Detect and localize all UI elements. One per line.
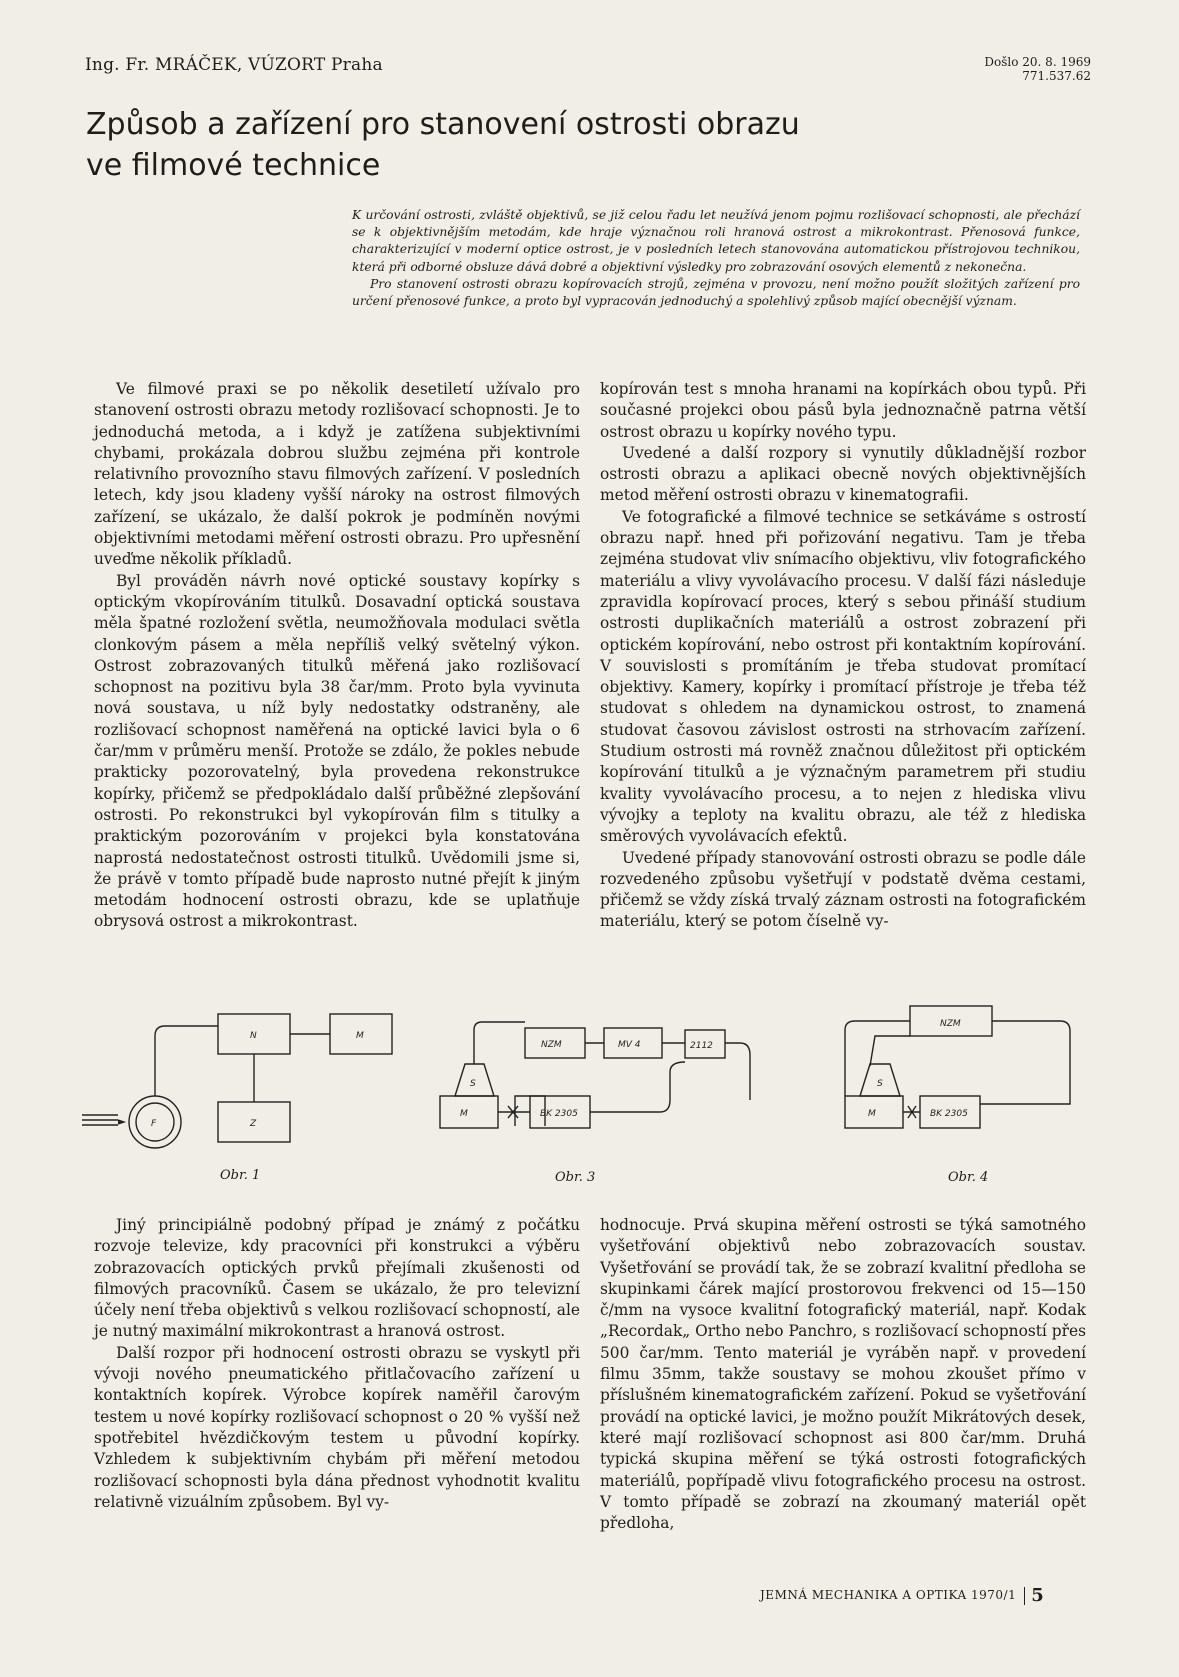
paragraph: hodnocuje. Prvá skupina měření ostrosti se týká samotného vyšetřování objektivů nebo zobrazovacích soustav. Vyšetřování se provádí tak, že se zobrazí kvalitní předloha se skupinkami čárek mající prostorovou frekvenci od 15—150 č/mm na vysoce kvalitní fotografický materiál, např. Kodak „Recordak„ Ortho nebo Panchro, s rozlišovací schopností přes 500 čar/mm. Tento materiál je vyráběn např. v provedení filmu 35mm, takže soustavy se mohou zkoušet přímo v příslušném kinematografickém zařízení. Pokud se vyšetřování provádí na optické lavici, je možno použít Mikrátových desek, které mají rozlišovací schopnost asi 800 čar/mm. Druhá typická skupina měření se týká ostrosti fotografických materiálů, popřípadě vlivu fotografického procesu na ostrost. V tomto případě se zobrazí na zkoumaný materiál opět předloha, <box>600 1216 1086 1533</box>
paragraph: Uvedené a další rozpory si vynutily důkladnější rozbor ostrosti obrazu a aplikaci obecně nových objektivnějších metod měření ostrosti obrazu v kinematografii. <box>600 443 1086 505</box>
paragraph: Další rozpor při hodnocení ostrosti obrazu se vyskytl při vývoji nového pneumatického přitlačovacího zařízení u kontaktních kopírek. Výrobce kopírek naměřil čarovým testem u nové kopírky rozlišovací schopnost o 20 % vyšší než spotřebitel hvězdičkovým testem u původní kopírky. Vzhledem k subjektivním chybám při měření metodou rozlišovací schopnosti byla dána přednost vyhodnotit kvalitu relativně vizuálním způsobem. Byl vy- <box>94 1343 580 1511</box>
block-diagrams <box>60 1000 1120 1190</box>
label-n: N <box>250 1031 257 1041</box>
abstract-paragraph: K určování ostrosti, zvláště objektivů, se již celou řadu let neužívá jenom pojmu rozlišovací schopnosti, ale přechází se k objektivnějším metodám, kde hraje význačnou roli hranová ostrost a mikrokontrast. Přenosová funkce, charakterizující v moderní optice ostrost, je v posledních letech stanovována automatickou přístrojovou technikou, která při odborné obsluze dává dobré a objektivní výsledky pro zobrazování osových elementů z nekonečna. <box>352 208 1080 274</box>
body-column-2 <box>600 379 1086 933</box>
label-m4: M <box>868 1109 876 1119</box>
journal-name: JEMNÁ MECHANIKA A OPTIKA 1970/1 <box>760 1588 1017 1602</box>
label-f: F <box>151 1119 157 1129</box>
title-line-2: ve filmové technice <box>86 148 381 183</box>
author-line: Ing. Fr. MRÁČEK, VÚZORT Praha <box>85 55 383 75</box>
label-bk4: BK 2305 <box>930 1109 968 1119</box>
body-column-1 <box>94 379 580 933</box>
title-line-1: Způsob a zařízení pro stanovení ostrosti obrazu <box>86 107 800 142</box>
paragraph: Ve filmové praxi se po několik desetiletí užívalo pro stanovení ostrosti obrazu metody rozlišovací schopnosti. Je to jednoduchá metoda, a i když je zatížena subjektivními chybami, prokázala dobrou službu zejména při kontrole relativního provozního stavu filmových zařízení. V posledních letech, kdy jsou kladeny vyšší nároky na ostrost filmových zařízení, se ukázalo, že další pokrok je podmíněn novými objektivními metodami měření ostrosti obrazu. Pro upřesnění uveďme několik příkladů. <box>94 380 580 569</box>
abstract <box>352 207 1080 310</box>
paragraph: Uvedené případy stanovování ostrosti obrazu se podle dále rozvedeného způsobu vyšetřují v podstatě dvěma cestami, přičemž se vždy získá trvalý záznam ostrosti na fotografickém materiálu, který se potom číselně vy- <box>600 848 1086 931</box>
body-column-3 <box>94 1215 580 1513</box>
abstract-paragraph: Pro stanovení ostrosti obrazu kopírovacích strojů, zejména v provozu, není možno použít složitých zařízení pro určení přenosové funkce, a proto byl vypracován jednoduchý a spolehlivý způsob mající obecnější význam. <box>352 276 1080 309</box>
figure-3-diagram <box>440 1022 750 1128</box>
footer-divider <box>1024 1587 1025 1605</box>
received-date <box>984 55 1091 83</box>
figures-row <box>60 1000 1120 1190</box>
page-footer <box>760 1585 1044 1606</box>
label-mv4: MV 4 <box>618 1040 641 1050</box>
figure-3-caption: Obr. 3 <box>555 1170 596 1185</box>
figure-4-caption: Obr. 4 <box>948 1170 989 1185</box>
received-text: Došlo 20. 8. 1969 <box>984 55 1091 69</box>
page-number: 5 <box>1031 1585 1045 1606</box>
paragraph: Ve fotografické a filmové technice se setkáváme s ostrostí obrazu např. hned při pořizování negativu. Tam je třeba zejména studovat vliv snímacího objektivu, vliv fotografického materiálu a vlivy vyvolávacího procesu. V další fázi následuje zpravidla kopírovací proces, který s sebou přináší studium ostrosti duplikačních materiálů a ostrost zobrazení při optickém kopírování, nebo ostrost při kontaktním kopírování. V souvislosti s promítáním je třeba studovat promítací objektivy. Kamery, kopírky i promítací přístroje je třeba též studovat s ohledem na dynamickou ostrost, to znamená studovat časovou závislost ostrosti na strhovacím zařízení. Studium ostrosti má rovněž značnou důležitost při optickém kopírování titulků a je význačným parametrem při studiu kvality vyvolávacího procesu, a to nejen z hlediska vlivu vývojky a teploty na kvalitu obrazu, ale též z hlediska směrových vyvolávacích efektů. <box>600 507 1086 846</box>
label-nzm4: NZM <box>940 1019 961 1029</box>
label-nzm: NZM <box>541 1040 562 1050</box>
label-2112: 2112 <box>690 1041 713 1051</box>
body-column-4 <box>600 1215 1086 1534</box>
label-bk3: BK 2305 <box>540 1109 578 1119</box>
figure-1-diagram <box>82 1014 392 1148</box>
label-z: Z <box>250 1119 257 1129</box>
label-m3: M <box>460 1109 468 1119</box>
label-s: S <box>470 1079 476 1089</box>
article-title <box>86 104 886 186</box>
label-m: M <box>356 1031 364 1041</box>
block-m3 <box>440 1096 498 1128</box>
paragraph: Byl prováděn návrh nové optické soustavy kopírky s optickým vkopírováním titulků. Dosavadní optická soustava měla špatné rozložení světla, neumožňovala modulaci světla clonkovým pásem a měla nepříliš velký světelný výkon. Ostrost zobrazovaných titulků měřená jako rozlišovací schopnost na pozitivu byla 38 čar/mm. Proto byla vyvinuta nová soustava, u níž byly nedostatky odstraněny, ale rozlišovací schopnost naměřená na optické lavici byla o 6 čar/mm v průměru menší. Protože se zdálo, že pokles nebude prakticky pozorovatelný, byla provedena rekonstrukce kopírky, přičemž se předpokládalo další průběžné zlepšování ostrosti. Po rekonstrukci byl vykopírován film s titulky a praktickým pozorováním v projekci byla konstatována naprostá nedostatečnost ostrosti titulků. Uvědomili jsme si, že právě v tomto případě bude naprosto nutné přejít k jiným metodám hodnocení ostrosti obrazu, kde se uplatňuje obrysová ostrost a mikrokontrast. <box>94 571 580 931</box>
paragraph: kopírován test s mnoha hranami na kopírkách obou typů. Při současné projekci obou pásů byla jednoznačně patrna větší ostrost obrazu u kopírky nového typu. <box>600 380 1086 441</box>
figure-1-caption: Obr. 1 <box>220 1168 261 1183</box>
udc-code: 771.537.62 <box>1022 69 1091 83</box>
label-s4: S <box>877 1079 883 1089</box>
paragraph: Jiný principiálně podobný případ je známý z počátku rozvoje televize, kdy pracovníci při konstrukci a výběru zobrazovacích optických prvků přejímali zkušenosti od filmových pracovníků. Časem se ukázalo, že pro televizní účely není třeba objektivů s velkou rozlišovací schopností, ale je nutný maximální mikrokontrast a hranová ostrost. <box>94 1216 580 1341</box>
